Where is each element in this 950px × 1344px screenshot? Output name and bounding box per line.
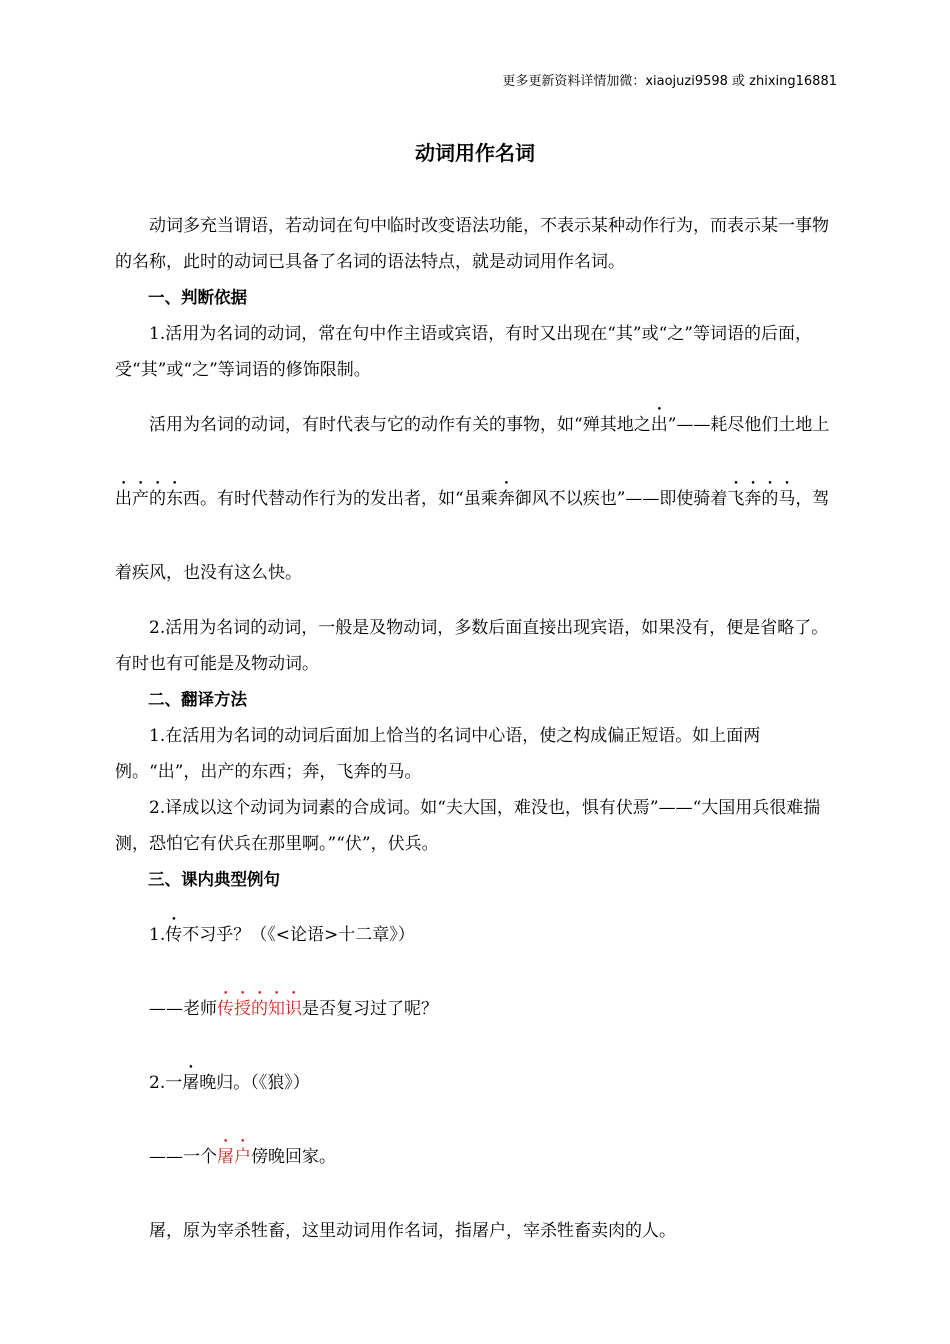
translation-paragraph-1: 1.在活用为名词的动词后面加上恰当的名词中心语，使之构成偏正短语。如上面两例。“出”，出产的东西；奔，飞奔的马。: [115, 726, 761, 782]
text-run: ——一个: [149, 1147, 217, 1167]
section-heading-examples: 三、课内典型例句: [148, 870, 280, 889]
criteria-paragraph-2: [115, 388, 837, 610]
translation-paragraph-2: 2.译成以这个动词为词素的合成词。如“夫大国，难没也，惧有伏焉”——“大国用兵很难揣测，恐怕它有伏兵在那里啊。”“伏”，伏兵。: [115, 798, 821, 854]
emphasized-word: 飞奔的马: [727, 489, 796, 509]
text-run: 傍晚回家。: [251, 1147, 336, 1167]
criteria-paragraph-1: 1.活用为名词的动词，常在句中作主语或宾语，有时又出现在“其”或“之”等词语的后面，受“其”或“之”等词语的修饰限制。: [115, 324, 812, 380]
criteria-paragraph-3: 2.活用为名词的动词，一般是及物动词，多数后面直接出现宾语，如果没有，便是省略了。有时也有可能是及物动词。: [115, 618, 829, 674]
header-contact: 更多更新资料详情加微：xiaojuzi9598 或 zhixing16881: [502, 74, 837, 89]
emphasized-word: 出产的东: [115, 489, 183, 509]
example-1: [115, 898, 837, 972]
text-run: 是否复习过了呢？: [302, 999, 438, 1019]
emphasized-word: 传: [165, 925, 183, 945]
document-body: [115, 208, 837, 1268]
text-run: ——老师: [149, 999, 217, 1019]
section-heading-translation: 二、翻译方法: [148, 690, 247, 709]
emphasized-word: 奔: [497, 489, 515, 509]
emphasized-word: 传授的知识: [217, 999, 302, 1019]
text-run: 不习乎？（《<论语>十二章》）: [182, 925, 415, 945]
example-2: [115, 1046, 837, 1120]
emphasized-word: 出: [650, 415, 668, 435]
page-title: 动词用作名词: [415, 141, 535, 165]
text-run: ”——耗尽他们土地上: [667, 415, 830, 435]
text-run: 2.一: [149, 1073, 183, 1093]
example-2-translation: [115, 1120, 837, 1194]
text-run: ，驾着疾风，也没有这么快。: [115, 489, 830, 583]
intro-paragraph: 动词多充当谓语，若动词在句中临时改变语法功能，不表示某种动作行为，而表示某一事物的名称，此时的动词已具备了名词的语法特点，就是动词用作名词。: [115, 216, 829, 272]
section-heading-criteria: 一、判断依据: [148, 288, 247, 307]
text-run: 晚归。（《狼》）: [199, 1073, 310, 1093]
text-run: 活用为名词的动词，有时代表与它的动作有关的事物，如“殚其地之: [149, 415, 651, 435]
text-run: 1.: [149, 925, 166, 945]
text-run: 御风不以疾也”——即使骑着: [514, 489, 728, 509]
emphasized-word: 屠户: [217, 1147, 251, 1167]
text-run: 西。有时代替动作行为的发出者，如“虽乘: [183, 489, 498, 509]
emphasized-word: 屠: [182, 1073, 200, 1093]
example-2-note: 屠，原为宰杀牲畜，这里动词用作名词，指屠户，宰杀牲畜卖肉的人。: [149, 1221, 676, 1241]
example-1-translation: [115, 972, 837, 1046]
